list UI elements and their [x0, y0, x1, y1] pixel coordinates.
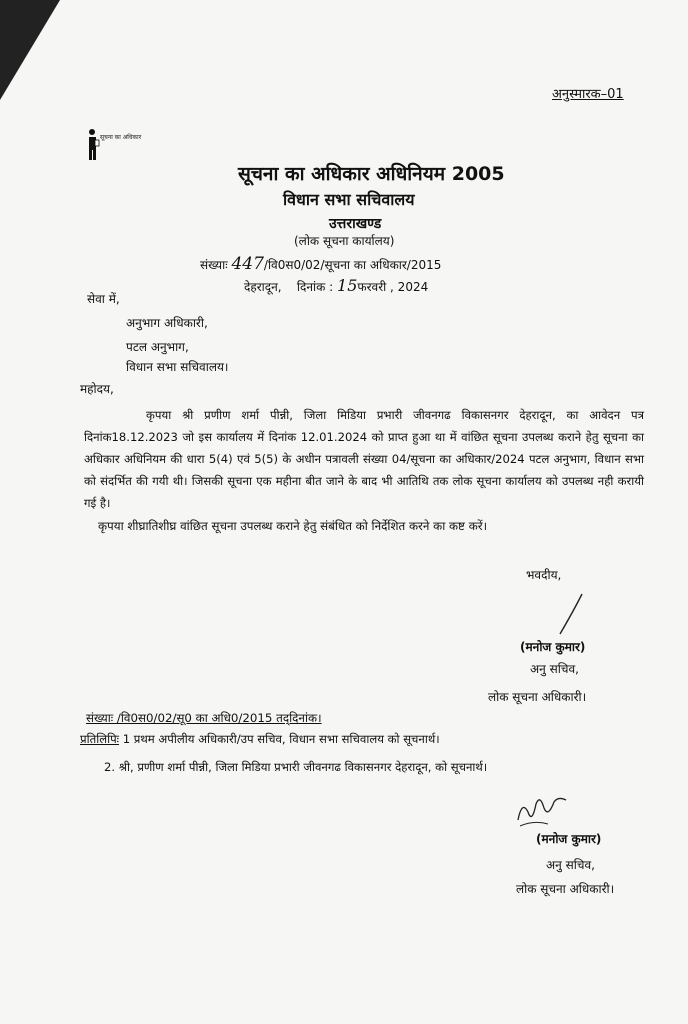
rti-logo: [86, 128, 146, 164]
letter-number-handwritten: 447: [231, 254, 264, 274]
signatory-2-designation: अनु सचिव,: [546, 858, 595, 872]
state-title: उत्तराखण्ड: [329, 216, 382, 232]
letter-number-prefix: संख्याः: [200, 258, 228, 272]
scan-shadow: [0, 0, 60, 100]
signatory-2-office: लोक सूचना अधिकारी।: [516, 882, 615, 896]
body-paragraph-2: कृपया शीघ्रातिशीघ्र वांछित सूचना उपलब्ध कराने हेतु संबंधित को निर्देशित करने का कष्ट करें।: [98, 519, 488, 533]
copy-label: प्रतिलिपिः: [80, 732, 120, 746]
signatory-1-designation: अनु सचिव,: [530, 662, 579, 676]
copy-item-1-text: 1 प्रथम अपीलीय अधिकारी/उप सचिव, विधान सभा सचिवालय को सूचनार्थ।: [122, 732, 440, 746]
greeting: महोदय,: [80, 382, 114, 396]
rti-logo-icon: [86, 128, 100, 162]
signatory-1-name: (मनोज कुमार): [520, 640, 586, 654]
recipient-line-3: विधान सभा सचिवालय।: [126, 360, 229, 374]
to-label: सेवा में,: [87, 292, 120, 306]
recipient-line-2: पटल अनुभाग,: [126, 340, 189, 354]
recipient-line-1: अनुभाग अधिकारी,: [126, 316, 208, 330]
signatory-1-office: लोक सूचना अधिकारी।: [488, 690, 587, 704]
letter-number: [200, 254, 441, 274]
logo-text: सूचना का अधिकार: [100, 134, 142, 141]
letter-number-suffix: /वि0स0/02/सूचना का अधिकार/2015: [263, 258, 442, 272]
date-place: देहरादून,: [244, 280, 282, 294]
date-rest: फरवरी , 2024: [357, 280, 429, 294]
copy-item-1: [80, 732, 440, 747]
signature-stroke-1: [556, 592, 584, 636]
reminder-reference: अनुस्मारक–01: [552, 87, 624, 102]
copy-item-2: 2. श्री, प्रणीण शर्मा पीन्नी, जिला मिडिया प्रभारी जीवनगढ विकासनगर देहरादून, को सूचनार्थ।: [104, 760, 488, 774]
office-title: (लोक सूचना कार्यालय): [294, 234, 395, 248]
copy-number-line: संख्याः /वि0स0/02/सू0 का अधि0/2015 तद्‌दिनांक।: [86, 711, 322, 725]
date-label: दिनांक :: [296, 280, 334, 294]
closing: भवदीय,: [526, 568, 562, 582]
department-title: विधान सभा सचिवालय: [283, 190, 415, 209]
body-paragraph-1: कृपया श्री प्रणीण शर्मा पीन्नी, जिला मिडिया प्रभारी जीवनगढ विकासनगर देहरादून, का आवेदन पत्र दिनांक18.12.2023 जो इस कार्यालय में दिनांक 12.01.2024 को प्राप्त हुआ था में वांछित सूचना उपलब्ध कराने हेतु सूचना का अधिकार अधिनियम की धारा 5(4) एवं 5(5) के अधीन पत्रावली संख्या 04/सूचना का अधिकार/2024 पटल अनुभाग, विधान सभा को संदर्भित की गयी थी। जिसकी सूचना एक महीना बीत जाने के बाद भी आतिथि तक लोक सूचना कार्यालय को उपलब्ध नही करायी गई है।: [84, 408, 644, 510]
signature-2: [514, 790, 570, 832]
signatory-2-name: (मनोज कुमार): [536, 832, 602, 846]
date-line: [244, 276, 428, 295]
act-title: सूचना का अधिकार अधिनियम 2005: [238, 163, 505, 185]
date-day-handwritten: 15: [337, 276, 358, 295]
